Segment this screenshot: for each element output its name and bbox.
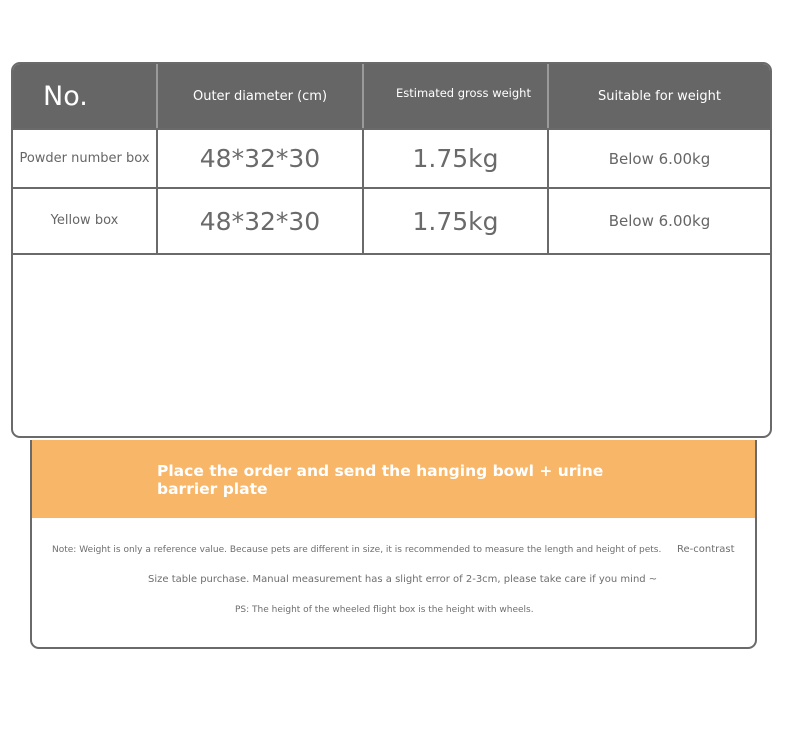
ps-note: PS: The height of the wheeled flight box is the height with wheels.: [235, 605, 534, 615]
table-row: [13, 189, 770, 255]
promo-card: [30, 440, 757, 649]
recontrast-label: Re-contrast: [677, 544, 735, 555]
row-suitable-weight: Below 6.00kg: [608, 149, 711, 168]
header-no: No.: [13, 64, 158, 128]
weight-note: Note: Weight is only a reference value. Because pets are different in size, it is recommended to measure the length and height of pets.: [52, 545, 662, 555]
row-gross-weight: 1.75kg: [364, 189, 549, 253]
header-suitable-weight: Suitable for weight: [598, 88, 721, 104]
row-name: Yellow box: [13, 189, 158, 253]
row-name: Powder number box: [13, 130, 158, 187]
header-gross-weight: Estimated gross weight: [364, 64, 549, 128]
promo-banner: [32, 440, 755, 518]
promo-text: Place the order and send the hanging bowl + urine barrier plate: [157, 462, 604, 498]
header-outer-diameter: Outer diameter (cm): [158, 64, 364, 128]
size-note: Size table purchase. Manual measurement has a slight error of 2-3cm, please take care if you mind ~: [148, 574, 658, 585]
row-gross-weight: 1.75kg: [364, 130, 549, 187]
table-header-row: [13, 64, 770, 128]
size-table: [11, 62, 772, 438]
row-suitable-weight: Below 6.00kg: [608, 212, 711, 230]
row-size: 48*32*30: [158, 130, 364, 187]
row-size: 48*32*30: [158, 189, 364, 253]
table-row: [13, 128, 770, 189]
